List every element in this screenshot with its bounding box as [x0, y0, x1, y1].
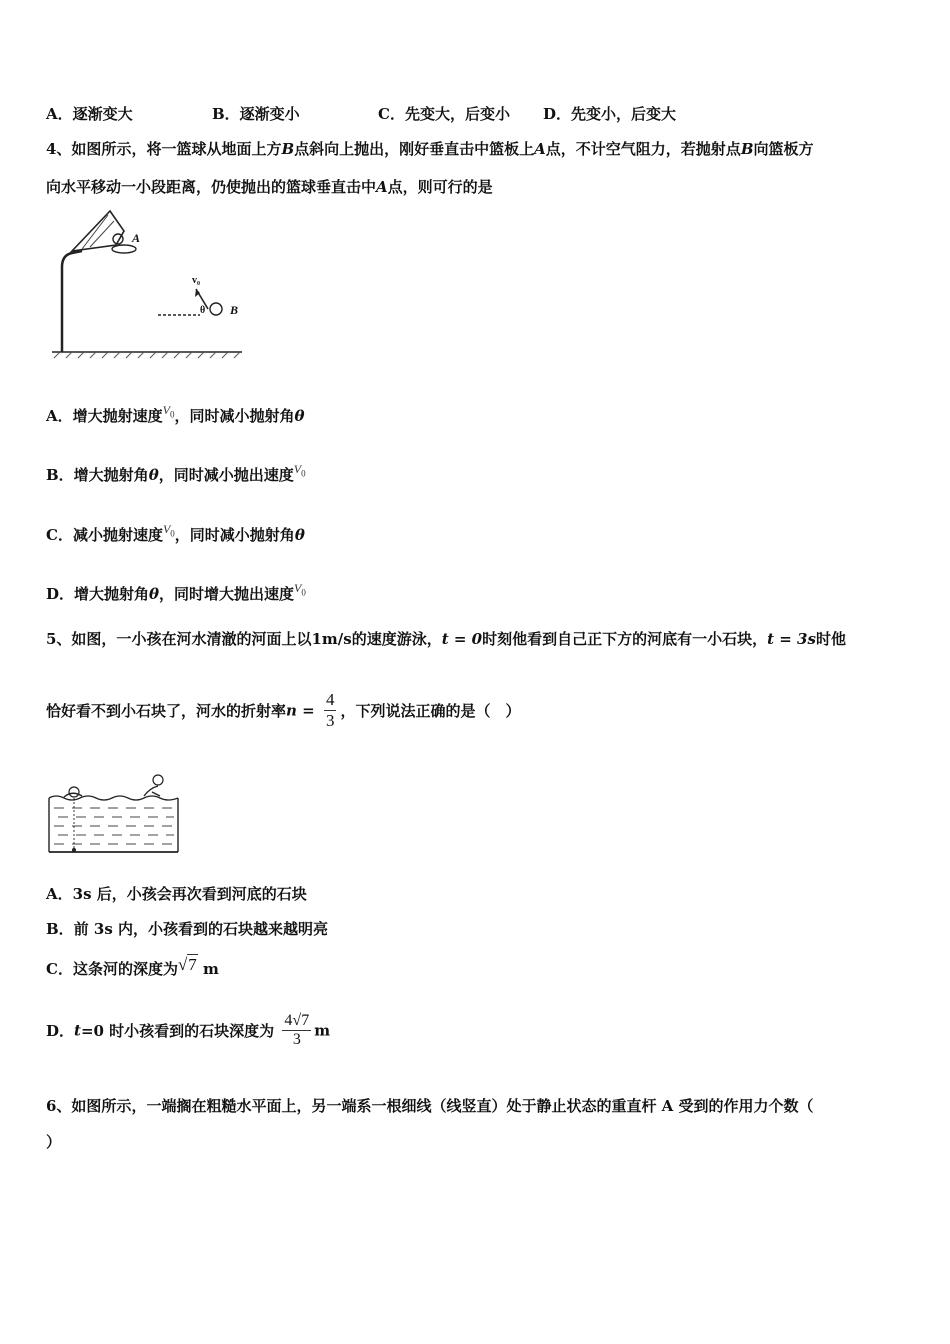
- water-surface: [49, 796, 178, 800]
- v-sub: 0: [301, 468, 306, 479]
- q5-stem-line2: [46, 690, 520, 731]
- fraction-denominator: 3: [325, 711, 335, 730]
- theta-symbol: θ: [148, 466, 159, 484]
- v-sub: 0: [169, 409, 175, 420]
- theta-symbol: θ: [294, 526, 305, 544]
- v-letter: V: [293, 462, 302, 476]
- q5-option-b: B．前 3s 内，小孩看到的石块越来越明亮: [46, 920, 329, 938]
- q3-option-c: C．先变大，后变小: [378, 105, 510, 123]
- swimmer-initial: [64, 787, 82, 797]
- q4-stem-line1: [46, 138, 814, 159]
- unit-m: m: [314, 1021, 331, 1040]
- option-text: C．这条河的深度为: [46, 960, 178, 978]
- q3-option-b: B．逐渐变小: [212, 105, 300, 123]
- theta-symbol: θ: [149, 585, 160, 603]
- fraction-denominator: 3: [292, 1031, 301, 1048]
- q4-option-d: [46, 581, 306, 604]
- q5-stem-text: 恰好看不到小石块了，河水的折射率: [46, 702, 287, 720]
- q6-stem-line2: ）: [46, 1133, 62, 1151]
- q5-t0: t = 0: [441, 630, 483, 648]
- theta-symbol: θ: [294, 407, 305, 425]
- v0-symbol: [162, 522, 175, 539]
- swimmer-later: [144, 775, 163, 796]
- q5-stem-text: 时他: [815, 630, 846, 648]
- q5-t3: t = 3s: [767, 630, 816, 648]
- label-v0: v₀: [192, 275, 200, 286]
- q5-option-d: [46, 1012, 330, 1049]
- q4-stem-line2: [46, 176, 493, 197]
- depth-fraction: [282, 1012, 311, 1049]
- hoop-pole: [62, 251, 82, 352]
- v-letter: V: [162, 522, 171, 536]
- q4-basketball-figure: [50, 205, 250, 360]
- q4-stem-text: 向篮板方: [753, 140, 814, 158]
- v-sub: 0: [301, 587, 306, 598]
- q5-stem-line1: [46, 628, 846, 649]
- ball-at-b: [210, 303, 222, 315]
- q5-stem-text: ，下列说法正确的是（ ）: [340, 702, 521, 720]
- q5-speed: 1m/s: [311, 630, 352, 648]
- radicand: 7: [188, 955, 197, 974]
- label-theta: θ: [200, 305, 206, 316]
- q5-stem-text: 5、如图，一小孩在河水清澈的河面上以: [46, 630, 312, 648]
- v-sub: 0: [170, 528, 175, 539]
- stone: [72, 848, 76, 852]
- label-a: A: [132, 231, 141, 245]
- q4-option-c: [46, 522, 305, 545]
- refraction-index-fraction: [324, 690, 337, 731]
- q3-option-a: A．逐渐变大: [46, 105, 133, 123]
- option-text: A．增大抛射速度: [46, 407, 163, 425]
- q4-option-b: [46, 462, 306, 485]
- q5-river-figure: [46, 770, 186, 856]
- fraction-numerator: 4: [325, 690, 335, 709]
- option-text: B．增大抛射角: [46, 466, 149, 484]
- q4-point-a: A: [376, 178, 388, 196]
- option-text: ，同时减小抛射角: [174, 407, 295, 425]
- radicand: 7: [301, 1012, 310, 1029]
- hoop-rim: [112, 245, 136, 253]
- q5-stem-text: 的速度游泳，: [351, 630, 442, 648]
- option-text: D．: [46, 1022, 75, 1040]
- option-text: =0 时小孩看到的石块深度为: [80, 1022, 275, 1040]
- option-text: ，同时增大抛出速度: [159, 585, 295, 603]
- v-letter: V: [294, 581, 302, 595]
- q5-option-c: [46, 955, 219, 979]
- q4-stem-text: 点，则可行的是: [387, 178, 493, 196]
- q4-stem-text: 点斜向上抛出，刚好垂直击中篮板上: [294, 140, 535, 158]
- q5-n-symbol: n =: [286, 701, 315, 720]
- option-text: D．增大抛射角: [46, 585, 150, 603]
- q5-stem-text: 时刻他看到自己正下方的河底有一小石块，: [482, 630, 768, 648]
- coefficient: 4: [284, 1012, 293, 1029]
- q4-option-a: [46, 403, 305, 426]
- q6-stem-line1: 6、如图所示，一端搁在粗糙水平面上，另一端系一根细线（线竖直）处于静止状态的重直杆 A 受到的作用力个数（: [46, 1097, 814, 1115]
- q5-option-a: A．3s 后，小孩会再次看到河底的石块: [46, 885, 307, 903]
- option-text: ，同时减小抛出速度: [158, 466, 294, 484]
- unit-m: m: [203, 960, 219, 978]
- label-b: B: [230, 303, 239, 317]
- q4-point-b: B: [281, 140, 295, 158]
- backboard-frame: [72, 211, 124, 251]
- q4-point-a: A: [534, 140, 546, 158]
- q4-point-b: B: [740, 140, 754, 158]
- fraction-numerator: 4√7: [284, 1012, 310, 1029]
- v0-symbol: [294, 581, 306, 598]
- v0-symbol: [293, 462, 306, 479]
- t-symbol: t: [74, 1021, 81, 1040]
- q4-stem-text: 向水平移动一小段距离，仍使抛出的篮球垂直击中: [46, 178, 377, 196]
- v0-symbol: [162, 403, 175, 420]
- q4-stem-text: 点，不计空气阻力，若抛射点: [545, 140, 741, 158]
- option-text: C．减小抛射速度: [46, 526, 163, 544]
- v-letter: V: [162, 403, 170, 417]
- sqrt-seven: √7: [177, 955, 197, 974]
- q4-stem-text: 4、如图所示，将一篮球从地面上方: [46, 140, 282, 158]
- q3-option-d: D．先变小，后变大: [543, 105, 677, 123]
- option-text: ，同时减小抛射角: [174, 526, 295, 544]
